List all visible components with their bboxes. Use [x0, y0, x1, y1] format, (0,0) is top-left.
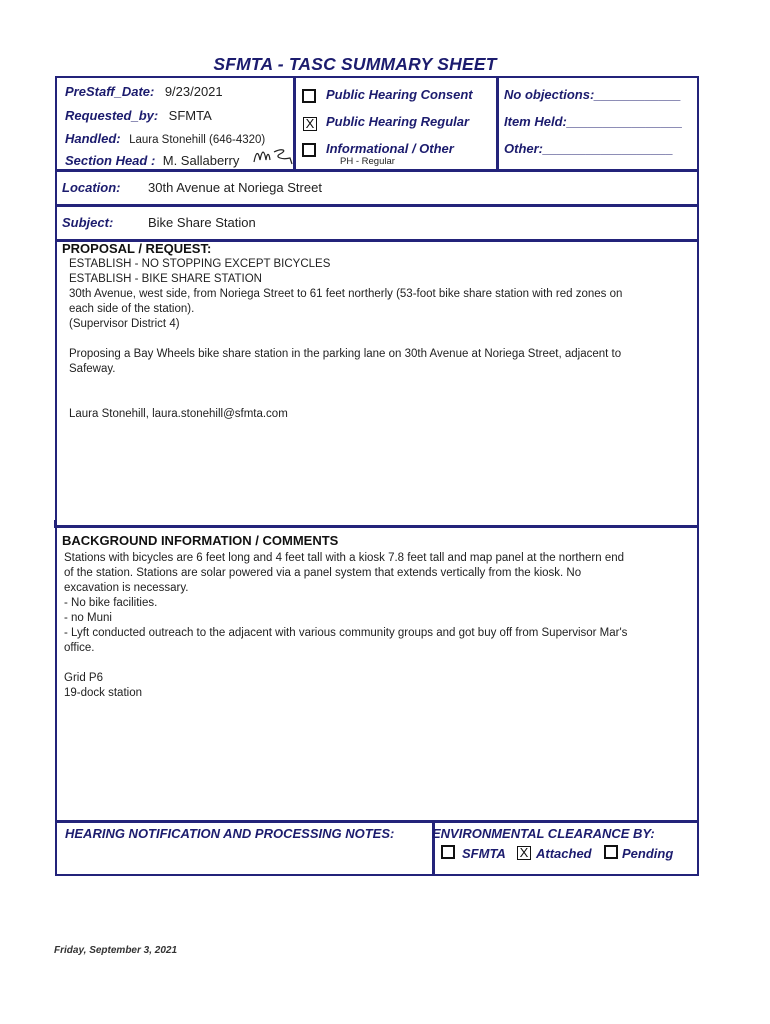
proposal-line — [69, 377, 689, 392]
background-line: excavation is necessary. — [64, 582, 189, 594]
informational-other-label: Informational / Other — [326, 141, 454, 156]
proposal-line — [69, 332, 689, 347]
proposal-line: each side of the station). — [69, 303, 195, 315]
background-line: 19-dock station — [64, 687, 142, 699]
env-pending-label: Pending — [622, 846, 674, 861]
env-sfmta-checkbox[interactable] — [441, 845, 455, 859]
no-objections-field: No objections:____________ — [504, 87, 682, 102]
summary-sheet-frame — [55, 76, 699, 876]
section-head-row — [65, 152, 239, 170]
prestaff-date-label: PreStaff_Date: — [65, 84, 155, 99]
handled-label: Handled: — [65, 131, 121, 146]
prestaff-date-value: 9/23/2021 — [164, 84, 223, 99]
hearing-notes-label: HEARING NOTIFICATION AND PROCESSING NOTES: — [65, 826, 395, 841]
public-hearing-regular-checkbox[interactable]: X — [303, 117, 317, 131]
background-line — [64, 656, 692, 671]
subject-label: Subject: — [62, 215, 114, 230]
divider — [55, 204, 699, 207]
proposal-line — [69, 392, 689, 407]
background-line: Stations with bicycles are 6 feet long and 4 feet tall with a kiosk 7.8 feet tall and map panel at the northern end — [64, 552, 625, 564]
background-line: - No bike facilities. — [64, 597, 158, 609]
public-hearing-regular-label: Public Hearing Regular — [326, 114, 470, 129]
signature-initials — [252, 144, 294, 168]
background-line: - no Muni — [64, 612, 112, 624]
location-value: 30th Avenue at Noriega Street — [148, 180, 322, 195]
background-heading: BACKGROUND INFORMATION / COMMENTS — [62, 533, 339, 548]
requested-by-value: SFMTA — [168, 108, 212, 123]
proposal-line: Proposing a Bay Wheels bike share station in the parking lane on 30th Avenue at Noriega Street, adjacent to — [69, 348, 622, 360]
section-head-label: Section Head : — [65, 153, 156, 168]
ph-note: PH - Regular — [340, 156, 395, 167]
divider — [55, 820, 699, 823]
environmental-clearance-label: ENVIRONMENTAL CLEARANCE BY: — [432, 826, 655, 841]
background-line: of the station. Stations are solar powered via a panel system that extends vertically from the kiosk. No — [64, 567, 582, 579]
env-attached-checkbox[interactable]: X — [517, 846, 531, 860]
background-body — [64, 551, 692, 701]
subject-value: Bike Share Station — [148, 215, 256, 230]
env-pending-checkbox[interactable] — [604, 845, 618, 859]
background-line: - Lyft conducted outreach to the adjacent with various community groups and got buy off from Supervisor Mar's — [64, 627, 628, 639]
background-line: office. — [64, 642, 95, 654]
proposal-body — [69, 257, 689, 422]
informational-other-checkbox[interactable] — [302, 143, 316, 157]
env-sfmta-label: SFMTA — [462, 846, 506, 861]
item-held-field: Item Held:________________ — [504, 114, 683, 129]
requested-by-label: Requested_by: — [65, 108, 159, 123]
other-field: Other:__________________ — [504, 141, 674, 156]
env-attached-label: Attached — [536, 846, 592, 861]
public-hearing-consent-label: Public Hearing Consent — [326, 87, 473, 102]
proposal-line: 30th Avenue, west side, from Noriega Street to 61 feet northerly (53-foot bike share station with red zones on — [69, 288, 623, 300]
page-footer-date: Friday, September 3, 2021 — [54, 945, 178, 956]
proposal-line: ESTABLISH - BIKE SHARE STATION — [69, 273, 262, 285]
requested-by-row — [65, 107, 212, 125]
proposal-contact: Laura Stonehill, laura.stonehill@sfmta.com — [69, 408, 288, 420]
section-head-value: M. Sallaberry — [162, 153, 240, 168]
proposal-line: (Supervisor District 4) — [69, 318, 180, 330]
divider — [55, 525, 699, 528]
divider — [496, 76, 499, 170]
location-label: Location: — [62, 180, 121, 195]
page-title: SFMTA - TASC SUMMARY SHEET — [213, 54, 497, 74]
divider-tick — [54, 520, 57, 528]
prestaff-date-row — [65, 83, 223, 101]
proposal-line: ESTABLISH - NO STOPPING EXCEPT BICYCLES — [69, 258, 331, 270]
background-line: Grid P6 — [64, 672, 103, 684]
proposal-line: Safeway. — [69, 363, 116, 375]
public-hearing-consent-checkbox[interactable] — [302, 89, 316, 103]
handled-row — [65, 130, 265, 148]
proposal-heading: PROPOSAL / REQUEST: — [62, 241, 212, 256]
handled-value: Laura Stonehill (646-4320) — [129, 134, 266, 146]
